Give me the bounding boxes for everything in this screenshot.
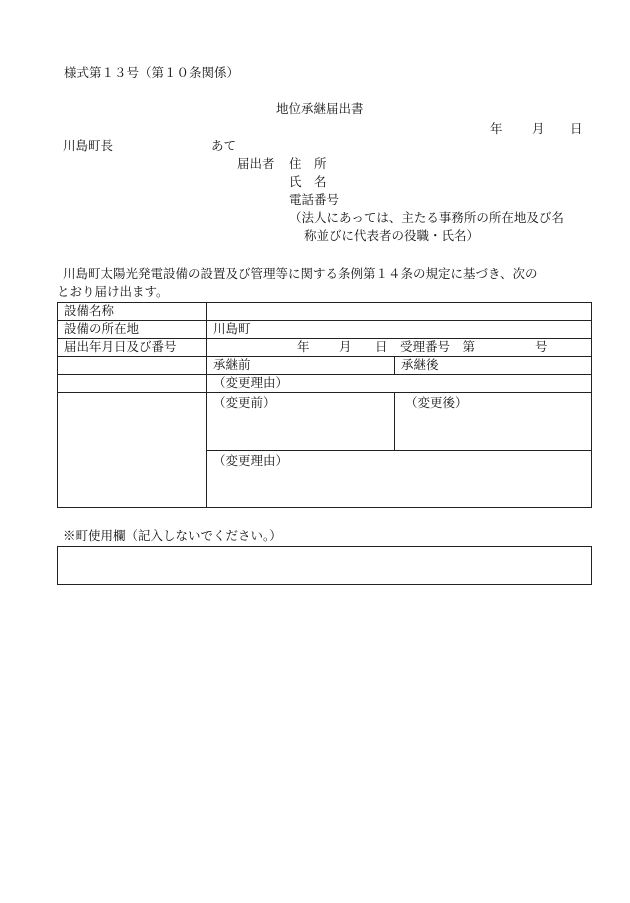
corporate-note-2: 称並びに代表者の役職・氏名） — [304, 228, 480, 243]
change-reason-1-field[interactable]: （変更理由） — [207, 375, 592, 393]
change-details-blank — [58, 393, 207, 508]
body-text-line-1: 川島町太陽光発電設備の設置及び管理等に関する条例第１４条の規定に基づき、次の — [63, 266, 538, 281]
change-after-field[interactable]: （変更後） — [395, 393, 592, 451]
addressee-name: 川島町長 — [63, 138, 114, 153]
date-year: 年 — [490, 121, 503, 136]
change-reason-2-field[interactable]: （変更理由） — [207, 451, 592, 508]
office-use-box — [57, 546, 592, 585]
before-succession-label: 承継前 — [207, 357, 395, 375]
receipt-number-label: 受理番号 第 — [400, 339, 476, 354]
row-change-details — [58, 393, 592, 451]
date-day: 日 — [570, 121, 583, 136]
filing-date-label: 届出年月日及び番号 — [58, 339, 207, 357]
corporate-note-1: （法人にあっては、主たる事務所の所在地及び名 — [289, 210, 564, 225]
addressee-suffix: あて — [211, 138, 237, 153]
facility-name-field[interactable] — [207, 303, 592, 321]
succession-header-blank — [58, 357, 207, 375]
filing-month: 月 — [339, 339, 352, 354]
phone-label: 電話番号 — [289, 192, 340, 207]
body-text-line-2: とおり届け出ます。 — [57, 284, 169, 299]
facility-location-field[interactable]: 川島町 — [207, 321, 592, 339]
address-label: 住 所 — [289, 156, 327, 171]
row-facility-location — [58, 321, 592, 339]
receipt-number-suffix: 号 — [535, 339, 548, 354]
document-title: 地位承継届出書 — [276, 101, 364, 116]
filing-date-field[interactable] — [207, 339, 592, 357]
after-succession-label: 承継後 — [395, 357, 592, 375]
change-reason-blank — [58, 375, 207, 393]
office-use-label: ※町使用欄（記入しないでください。） — [63, 528, 282, 543]
row-change-reason-1 — [58, 375, 592, 393]
filing-day: 日 — [375, 339, 388, 354]
form-number: 様式第１３号（第１０条関係） — [64, 65, 240, 80]
name-label: 氏 名 — [289, 174, 327, 189]
row-facility-name — [58, 303, 592, 321]
facility-location-label: 設備の所在地 — [58, 321, 207, 339]
facility-name-label: 設備名称 — [58, 303, 207, 321]
change-before-field[interactable]: （変更前） — [207, 393, 395, 451]
notifier-label: 届出者 — [237, 156, 275, 171]
filing-year: 年 — [297, 339, 310, 354]
row-succession-header — [58, 357, 592, 375]
succession-form-table — [57, 302, 592, 508]
row-filing-date — [58, 339, 592, 357]
date-month: 月 — [532, 121, 545, 136]
